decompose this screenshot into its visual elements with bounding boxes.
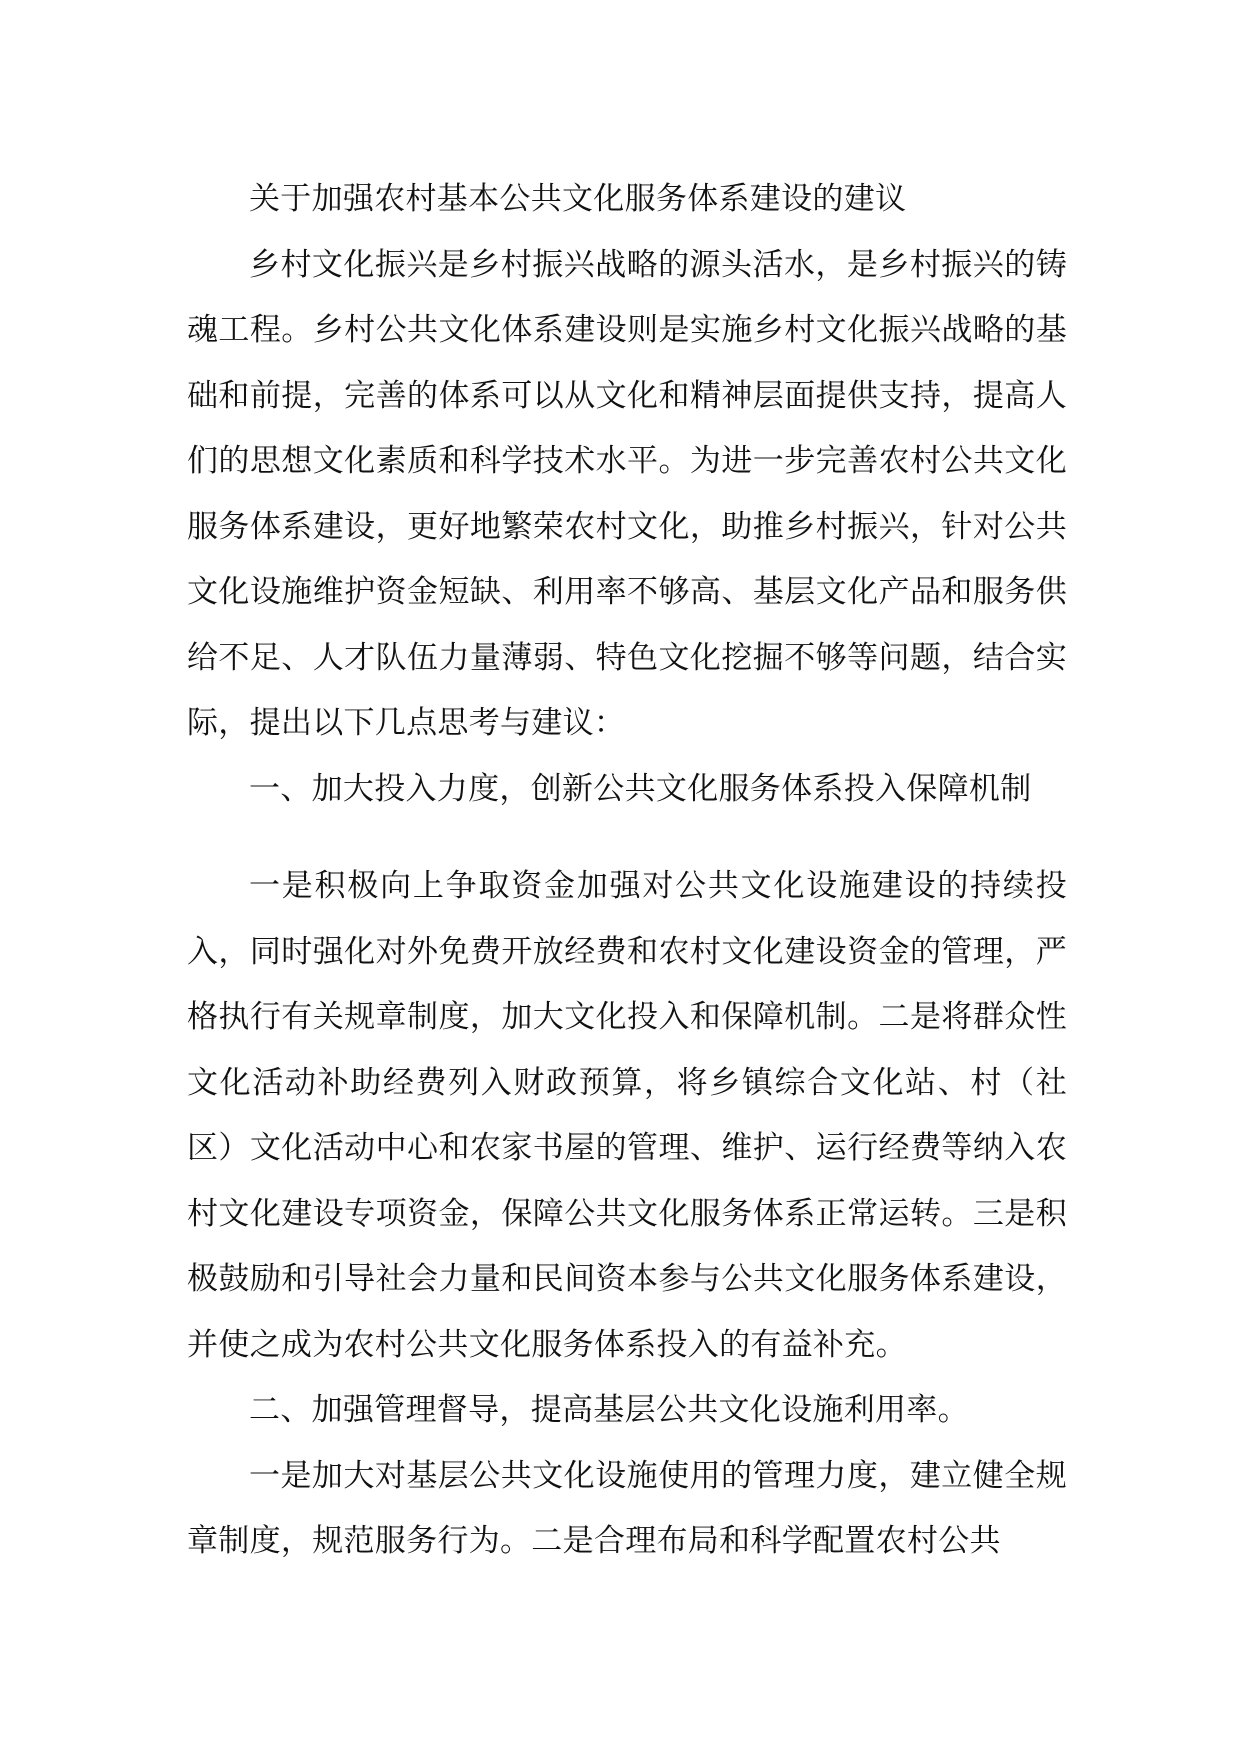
- section-1-paragraph: 一是积极向上争取资金加强对公共文化设施建设的持续投入，同时强化对外免费开放经费和农村文化建设资金的管理，严格执行有关规章制度，加大文化投入和保障机制。二是将群众性文化活动补助经费列入财政预算，将乡镇综合文化站、村（社区）文化活动中心和农家书屋的管理、维护、运行经费等纳入农村文化建设专项资金，保障公共文化服务体系正常运转。三是积极鼓励和引导社会力量和民间资本参与公共文化服务体系建设，并使之成为农村公共文化服务体系投入的有益补充。: [187, 868, 1067, 1363]
- document-body: [187, 167, 1067, 1575]
- section-2-heading: 二、加强管理督导，提高基层公共文化设施利用率。: [249, 1392, 969, 1428]
- section-2-paragraph: 一是加大对基层公共文化设施使用的管理力度，建立健全规章制度，规范服务行为。二是合理布局和科学配置农村公共: [187, 1457, 1067, 1559]
- section-1-heading: 一、加大投入力度，创新公共文化服务体系投入保障机制: [249, 770, 1032, 807]
- intro-paragraph: 乡村文化振兴是乡村振兴战略的源头活水，是乡村振兴的铸魂工程。乡村公共文化体系建设则是实施乡村文化振兴战略的基础和前提，完善的体系可以从文化和精神层面提供支持，提高人们的思想文化素质和科学技术水平。为进一步完善农村公共文化服务体系建设，更好地繁荣农村文化，助推乡村振兴，针对公共文化设施维护资金短缺、利用率不够高、基层文化产品和服务供给不足、人才队伍力量薄弱、特色文化挖掘不够等问题，结合实际，提出以下几点思考与建议：: [187, 246, 1067, 741]
- document-title: 关于加强农村基本公共文化服务体系建设的建议: [249, 181, 907, 217]
